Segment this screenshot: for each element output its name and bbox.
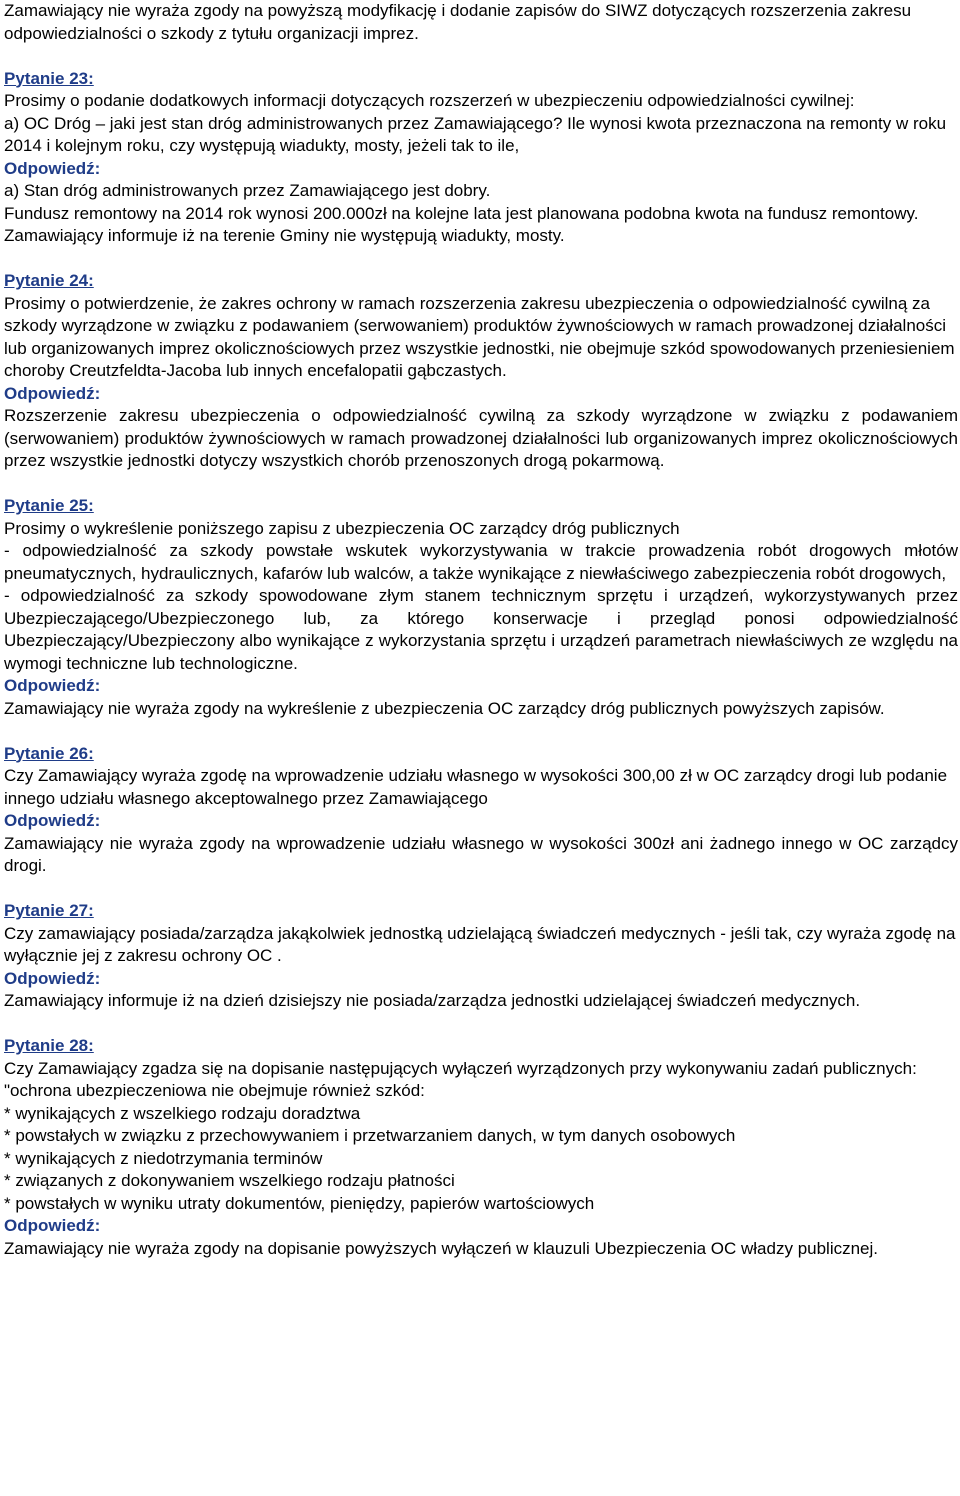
question-24: [4, 270, 958, 473]
question-28-bullet-5: * powstałych w wyniku utraty dokumentów, pieniędzy, papierów wartościowych: [4, 1193, 595, 1213]
question-28-title: Pytanie 28:: [4, 1036, 94, 1055]
question-27: [4, 900, 958, 1013]
question-23-line-1: Prosimy o podanie dodatkowych informacji dotyczących rozszerzeń w ubezpieczeniu odpowiedzialności cywilnej:: [4, 91, 855, 110]
question-26-text: Czy Zamawiający wyraża zgodę na wprowadzenie udziału własnego w wysokości 300,00 zł w OC zarządcy drogi lub podanie innego udziału własnego akceptowalnego przez Zamawiającego: [4, 766, 948, 808]
spacer: [4, 473, 958, 496]
answer-25-text: Zamawiający nie wyraża zgody na wykreślenie z ubezpieczenia OC zarządcy dróg publicznych powyższych zapisów.: [4, 698, 885, 718]
question-23: [4, 68, 958, 248]
answer-27-heading: Odpowiedź:: [4, 968, 101, 988]
answer-26-heading: Odpowiedź:: [4, 811, 101, 830]
answer-23-heading: Odpowiedź:: [4, 158, 101, 178]
question-27-title: Pytanie 27:: [4, 901, 94, 920]
question-25-line-1: Prosimy o wykreślenie poniższego zapisu z ubezpieczenia OC zarządcy dróg publicznych: [4, 518, 680, 538]
question-25-title: Pytanie 25:: [4, 496, 94, 515]
question-28-line-1: Czy Zamawiający zgadza się na dopisanie następujących wyłączeń wyrządzonych przy wykonywaniu zadań publicznych:: [4, 1058, 917, 1078]
answer-27-text: Zamawiający informuje iż na dzień dzisiejszy nie posiada/zarządza jednostki udzielającej świadczeń medycznych.: [4, 991, 861, 1010]
spacer: [4, 45, 958, 68]
question-28-bullet-3: * wynikających z niedotrzymania terminów: [4, 1148, 323, 1168]
question-28-bullet-2: * powstałych w związku z przechowywaniem i przetwarzaniem danych, w tym danych osobowych: [4, 1126, 736, 1145]
spacer: [4, 248, 958, 271]
answer-23-line-1: a) Stan dróg administrowanych przez Zamawiającego jest dobry.: [4, 181, 491, 200]
document-page: [4, 0, 958, 1260]
question-24-title: Pytanie 24:: [4, 271, 94, 290]
answer-24-heading: Odpowiedź:: [4, 383, 101, 403]
question-25: [4, 495, 958, 720]
question-25-line-2: - odpowiedzialność za szkody powstałe wskutek wykorzystywania w trakcie prowadzenia robót drogowych młotów pneumatycznych, hydraulicznych, kafarów lub walców, a także wynikające z niewłaściwego zabezpieczenia robót drogowych,: [4, 541, 958, 583]
answer-23-line-2: Fundusz remontowy na 2014 rok wynosi 200.000zł na kolejne lata jest planowana podobna kwota na fundusz remontowy.: [4, 203, 919, 223]
question-23-line-2: a) OC Dróg – jaki jest stan dróg administrowanych przez Zamawiającego? Ile wynosi kwota przeznaczona na remonty w roku 2014 i kolejnym roku, czy występują wiadukty, mosty, jeżeli tak to ile,: [4, 113, 947, 155]
question-28-bullet-1: * wynikających z wszelkiego rodzaju doradztwa: [4, 1103, 361, 1123]
question-28-line-2: "ochrona ubezpieczeniowa nie obejmuje również szkód:: [4, 1081, 425, 1100]
question-24-text: Prosimy o potwierdzenie, że zakres ochrony w ramach rozszerzenia zakresu ubezpieczenia o odpowiedzialność cywilną za szkody wyrządzone w związku z podawaniem (serwowaniem) produktów żywnościowych w ramach prowadzonej działalności lub organizowanych imprez okolicznościowych przez wszystkie jednostki, nie obejmuje szkód spowodowanych przeniesieniem choroby Creutzfeldta-Jacoba lub innych encefalopatii gąbczastych.: [4, 293, 955, 380]
question-26: [4, 743, 958, 878]
intro-paragraph: Zamawiający nie wyraża zgody na powyższą modyfikację i dodanie zapisów do SIWZ dotyczących rozszerzenia zakresu odpowiedzialności o szkody z tytułu organizacji imprez.: [4, 1, 912, 43]
question-25-line-3: - odpowiedzialność za szkody spowodowane złym stanem technicznym sprzętu i urządzeń, wykorzystywanych przez Ubezpieczającego/Ubezpieczonego lub, za którego konserwacje i przegląd ponosi odpowiedzialność Ubezpieczający/Ubezpieczony albo wynikające z wykorzystania sprzętu i urządzeń parametrach niewłaściwych ze względu na wymogi techniczne lub technologiczne.: [4, 586, 958, 673]
question-27-text: Czy zamawiający posiada/zarządza jakąkolwiek jednostką udzielającą świadczeń medycznych - jeśli tak, czy wyraża zgodę na wyłącznie jej z zakresu ochrony OC .: [4, 923, 956, 965]
question-26-title: Pytanie 26:: [4, 743, 94, 763]
question-28-bullet-4: * związanych z dokonywaniem wszelkiego rodzaju płatności: [4, 1171, 455, 1190]
answer-26-text: Zamawiający nie wyraża zgody na wprowadzenie udziału własnego w wysokości 300zł ani żadnego innego w OC zarządcy drogi.: [4, 833, 958, 875]
question-28: [4, 1035, 958, 1260]
answer-24-text: Rozszerzenie zakresu ubezpieczenia o odpowiedzialność cywilną za szkody wyrządzone w związku z podawaniem (serwowaniem) produktów żywnościowych w ramach prowadzonej działalności lub organizowanych imprez okolicznościowych przez wszystkie jednostki dotyczy wszystkich chorób przenoszonych drogą pokarmową.: [4, 406, 958, 470]
spacer: [4, 720, 958, 743]
answer-23-line-3: Zamawiający informuje iż na terenie Gminy nie występują wiadukty, mosty.: [4, 226, 565, 245]
answer-25-heading: Odpowiedź:: [4, 676, 101, 695]
spacer: [4, 1013, 958, 1036]
answer-28-text: Zamawiający nie wyraża zgody na dopisanie powyższych wyłączeń w klauzuli Ubezpieczenia OC władzy publicznej.: [4, 1238, 879, 1258]
spacer: [4, 878, 958, 901]
question-23-title: Pytanie 23:: [4, 68, 94, 88]
answer-28-heading: Odpowiedź:: [4, 1216, 101, 1235]
